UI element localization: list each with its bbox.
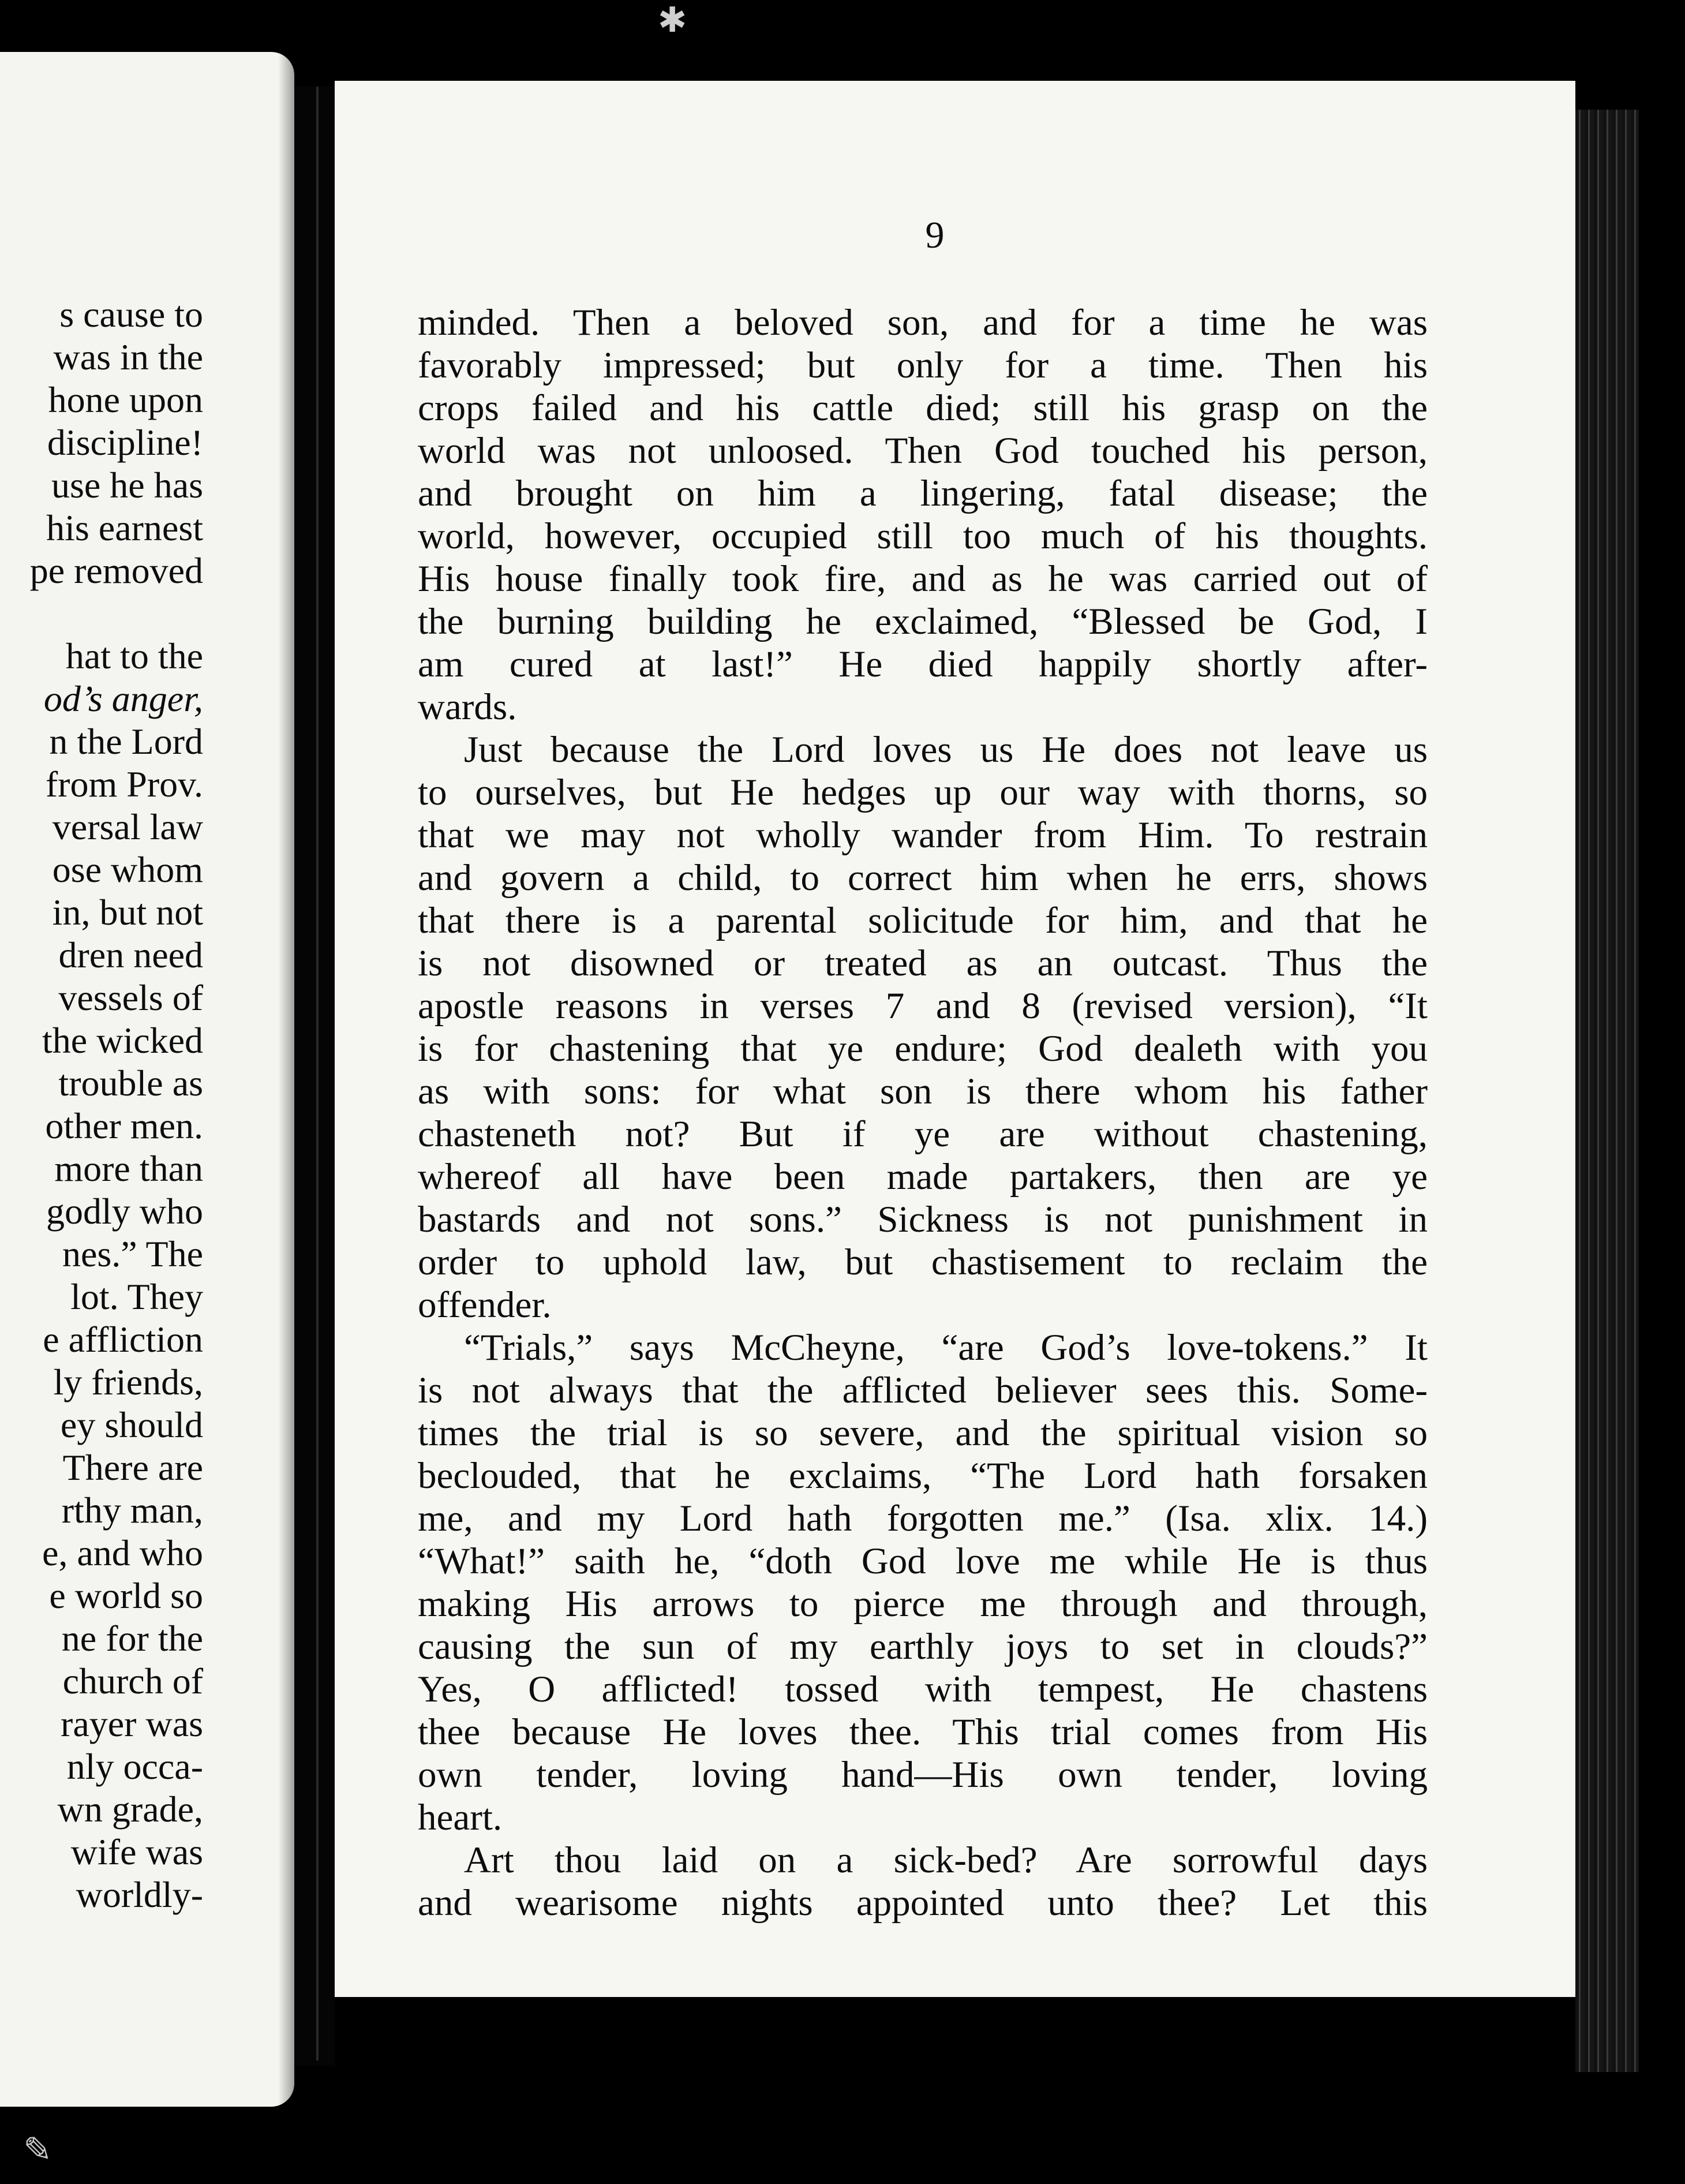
left-line: rayer was bbox=[61, 1703, 203, 1744]
left-line: ne for the bbox=[61, 1618, 203, 1659]
right-page-body-text bbox=[418, 301, 1428, 1924]
page-fold-shadow bbox=[278, 52, 294, 2107]
body-line: order to uphold law, but chastisement to reclaim the bbox=[418, 1241, 1428, 1283]
body-line: is for chastening that ye endure; God dealeth with you bbox=[418, 1028, 1428, 1069]
body-line: that we may not wholly wander from Him. To restrain bbox=[418, 814, 1428, 856]
body-line: to ourselves, but He hedges up our way with thorns, so bbox=[418, 772, 1428, 813]
page-number: 9 bbox=[925, 214, 945, 256]
body-line: thee because He loves thee. This trial comes from His bbox=[418, 1711, 1428, 1753]
body-line: world, however, occupied still too much of his thoughts. bbox=[418, 515, 1428, 557]
left-line: vessels of bbox=[58, 977, 203, 1018]
page-edges bbox=[1575, 110, 1639, 2072]
body-line: me, and my Lord hath forgotten me.” (Isa. xlix. 14.) bbox=[418, 1498, 1428, 1539]
left-line: e, and who bbox=[42, 1532, 203, 1573]
left-line: od’s anger, bbox=[43, 678, 203, 719]
left-line bbox=[0, 592, 203, 635]
left-line: other men. bbox=[45, 1105, 203, 1146]
body-line: “Trials,” says McCheyne, “are God’s love-tokens.” It bbox=[464, 1327, 1428, 1368]
left-line: pe removed bbox=[29, 550, 203, 591]
left-line: There are bbox=[62, 1447, 203, 1488]
body-line: world was not unloosed. Then God touched his person, bbox=[418, 430, 1428, 472]
body-line: that there is a parental solicitude for him, and that he bbox=[418, 900, 1428, 941]
body-line: is not disowned or treated as an outcast. Thus the bbox=[418, 943, 1428, 984]
body-line: am cured at last!” He died happily shortly after- bbox=[418, 644, 1428, 685]
body-line: the burning building he exclaimed, “Blessed be God, I bbox=[418, 601, 1428, 642]
body-line: wards. bbox=[418, 686, 517, 728]
body-line: whereof all have been made partakers, then are ye bbox=[418, 1156, 1428, 1198]
left-line: e world so bbox=[49, 1575, 203, 1616]
left-line: the wicked bbox=[42, 1020, 203, 1061]
left-line: was in the bbox=[53, 336, 203, 377]
left-line: hone upon bbox=[48, 379, 203, 420]
body-line: minded. Then a beloved son, and for a time he was bbox=[418, 302, 1428, 343]
body-line: and govern a child, to correct him when he errs, shows bbox=[418, 857, 1428, 899]
left-line: ly friends, bbox=[53, 1362, 203, 1403]
body-line: and brought on him a lingering, fatal disease; the bbox=[418, 473, 1428, 514]
gutter-line bbox=[316, 87, 319, 2060]
scan-speck: ✱ bbox=[658, 0, 687, 40]
left-line: trouble as bbox=[58, 1063, 203, 1104]
left-line: nes.” The bbox=[62, 1233, 203, 1274]
left-line: n the Lord bbox=[49, 721, 203, 762]
left-line: use he has bbox=[51, 465, 203, 506]
left-line: versal law bbox=[52, 806, 203, 847]
body-line: as with sons: for what son is there whom his father bbox=[418, 1071, 1428, 1112]
left-line: dren need bbox=[58, 934, 203, 975]
body-line: heart. bbox=[418, 1797, 503, 1838]
left-line: e affliction bbox=[43, 1319, 203, 1360]
body-line: and wearisome nights appointed unto thee? Let this bbox=[418, 1882, 1428, 1924]
left-line: wife was bbox=[70, 1831, 203, 1872]
left-line: from Prov. bbox=[45, 764, 203, 805]
left-line: more than bbox=[54, 1148, 203, 1189]
body-line: bastards and not sons.” Sickness is not punishment in bbox=[418, 1199, 1428, 1240]
book-gutter bbox=[294, 87, 335, 2066]
body-line: Just because the Lord loves us He does not leave us bbox=[464, 729, 1428, 771]
body-line: crops failed and his cattle died; still his grasp on the bbox=[418, 387, 1428, 429]
left-line: wn grade, bbox=[57, 1789, 203, 1830]
body-line: beclouded, that he exclaims, “The Lord hath forsaken bbox=[418, 1455, 1428, 1497]
body-line: times the trial is so severe, and the spiritual vision so bbox=[418, 1412, 1428, 1454]
body-line: chasteneth not? But if ye are without chastening, bbox=[418, 1113, 1428, 1155]
body-line: own tender, loving hand—His own tender, loving bbox=[418, 1754, 1428, 1796]
left-line: worldly- bbox=[76, 1874, 203, 1915]
left-line: nly occa- bbox=[66, 1746, 203, 1787]
scan-mark: ✎ bbox=[23, 2130, 53, 2170]
body-line: Art thou laid on a sick-bed? Are sorrowful days bbox=[464, 1839, 1428, 1881]
left-line: ey should bbox=[60, 1404, 203, 1445]
left-line: s cause to bbox=[59, 294, 203, 335]
left-line: godly who bbox=[46, 1191, 203, 1232]
left-line: discipline! bbox=[47, 422, 203, 463]
left-line: lot. They bbox=[70, 1276, 203, 1317]
left-line: in, but not bbox=[52, 892, 203, 933]
body-line: “What!” saith he, “doth God love me while He is thus bbox=[418, 1540, 1428, 1582]
body-line: offender. bbox=[418, 1284, 552, 1326]
left-facing-page bbox=[0, 52, 294, 2107]
body-line: Yes, O afflicted! tossed with tempest, He chastens bbox=[418, 1669, 1428, 1710]
left-page-text bbox=[0, 293, 203, 1916]
body-line: His house finally took fire, and as he was carried out of bbox=[418, 558, 1428, 600]
body-line: causing the sun of my earthly joys to set in clouds?” bbox=[418, 1626, 1428, 1667]
left-line: hat to the bbox=[65, 635, 203, 676]
left-line: ose whom bbox=[52, 849, 203, 890]
body-line: is not always that the afflicted believer sees this. Some- bbox=[418, 1370, 1428, 1411]
body-line: favorably impressed; but only for a time. Then his bbox=[418, 345, 1428, 386]
left-line: rthy man, bbox=[61, 1490, 203, 1531]
body-line: making His arrows to pierce me through and through, bbox=[418, 1583, 1428, 1625]
left-line: church of bbox=[62, 1661, 203, 1701]
body-line: apostle reasons in verses 7 and 8 (revised version), “It bbox=[418, 985, 1428, 1027]
left-line: his earnest bbox=[46, 507, 203, 548]
